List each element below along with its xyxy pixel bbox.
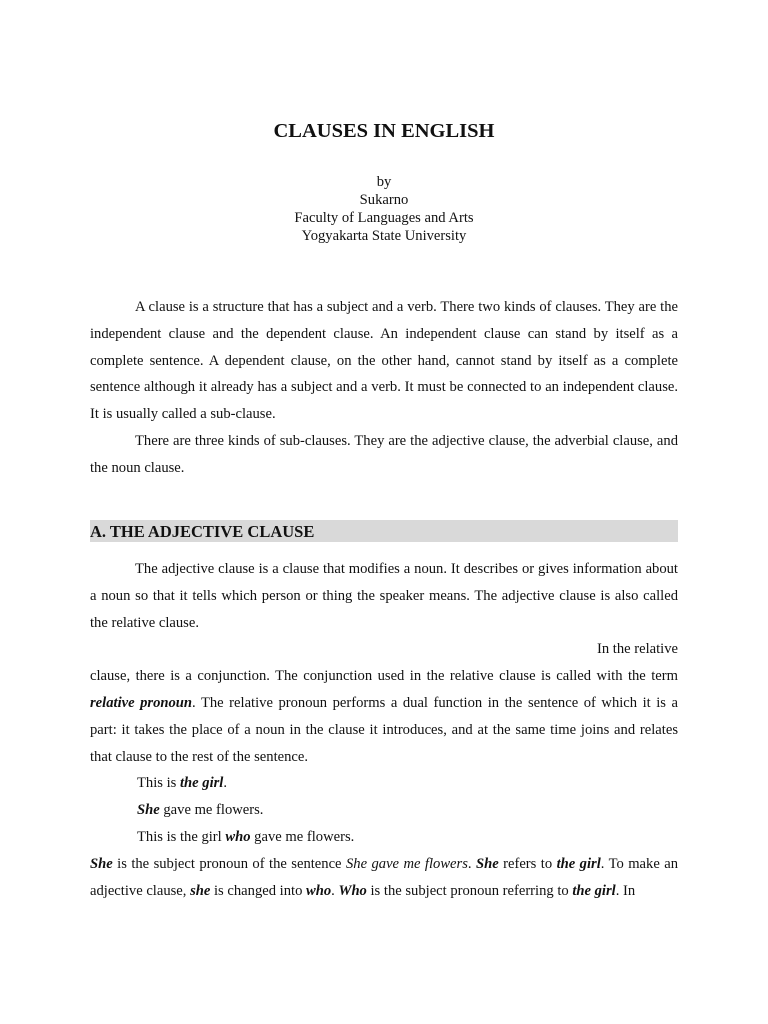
document-title: CLAUSES IN ENGLISH — [273, 120, 495, 142]
paragraph-text: . — [467, 855, 476, 872]
paragraph-text: . To make an adjective clause, — [90, 855, 679, 899]
example-text: This is — [137, 775, 180, 792]
emphasis-text: she — [190, 882, 211, 899]
paragraph-text: is the subject pronoun of the sentence — [112, 855, 346, 872]
paragraph-text: refers to — [498, 855, 557, 872]
paragraph-text: . — [331, 882, 339, 899]
section-heading-adjective-clause: A. THE ADJECTIVE CLAUSE — [90, 520, 678, 542]
adjective-paragraph-2-first-line: In the relative — [596, 641, 678, 658]
example-emphasis: who — [225, 828, 251, 845]
example-emphasis: the girl — [179, 775, 224, 792]
adjective-clause-section — [90, 556, 678, 904]
intro-section — [90, 294, 678, 482]
byline-faculty: Faculty of Languages and Arts — [294, 210, 474, 226]
emphasis-text: She — [90, 855, 113, 872]
emphasis-text: She — [475, 855, 499, 872]
byline-by: by — [376, 174, 392, 190]
byline — [90, 173, 678, 245]
example-text: gave me flowers. — [250, 828, 355, 845]
paragraph-text: . In — [615, 882, 636, 899]
example-emphasis: She — [137, 802, 160, 819]
example-text: . — [223, 775, 228, 792]
example-sentence-3 — [90, 824, 678, 851]
example-text: This is the girl — [137, 828, 226, 845]
emphasis-text: the girl — [556, 855, 601, 872]
paragraph-text: . The relative pronoun performs a dual function in the sentence of which it is a part: it takes the place of a noun in the clause it introduces, and at the same time joins and relates that clause to the rest of the sentence. — [90, 694, 678, 765]
intro-paragraph-1: A clause is a structure that has a subject and a verb. There two kinds of clauses. They are the independent clause and the dependent clause. An independent clause can stand by itself as a complete sentence. A dependent clause, on the other hand, cannot stand by itself as a complete sentence although it already has a subject and a verb. It must be connected to an independent clause. It is usually called a sub-clause. — [90, 299, 678, 423]
example-sentence-1 — [90, 770, 678, 797]
intro-paragraph-2: There are three kinds of sub-clauses. They are the adjective clause, the adverbial clause, and the noun clause. — [90, 432, 678, 476]
italic-text: She gave me flowers — [345, 855, 468, 872]
emphasis-text: Who — [338, 882, 367, 899]
adjective-paragraph-1: The adjective clause is a clause that modifies a noun. It describes or gives information about a noun so that it tells which person or thing the speaker means. The adjective clause is also called the relative clause. — [90, 561, 678, 631]
adjective-paragraph-2 — [90, 663, 678, 770]
term-relative-pronoun: relative pronoun — [90, 694, 193, 711]
byline-author: Sukarno — [359, 192, 409, 208]
paragraph-text: clause, there is a conjunction. The conjunction used in the relative clause is called with the term — [90, 668, 678, 685]
paragraph-text: is changed into — [210, 882, 307, 899]
emphasis-text: the girl — [572, 882, 616, 899]
example-sentence-2 — [90, 797, 678, 824]
paragraph-text: is the subject pronoun referring to — [366, 882, 573, 899]
adjective-paragraph-3 — [90, 851, 678, 905]
example-text: gave me flowers. — [159, 802, 264, 819]
emphasis-text: who — [306, 882, 332, 899]
byline-university: Yogyakarta State University — [301, 228, 467, 244]
